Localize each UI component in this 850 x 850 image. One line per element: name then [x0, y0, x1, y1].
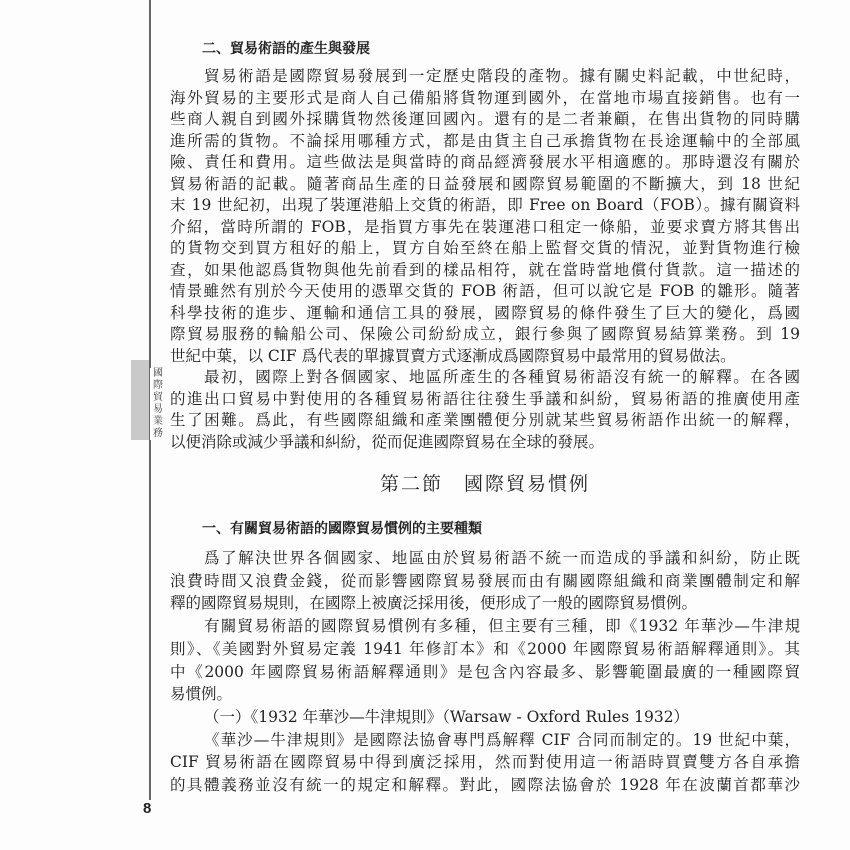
subheading: 二、貿易術語的產生與發展 — [202, 40, 370, 56]
text-line: 進所需的貨物。不論採用哪種方式，都是由貨主自己承擔貨物在長途運輸中的全部風 — [170, 131, 800, 150]
paragraph — [170, 615, 800, 706]
page-body — [170, 37, 800, 797]
text-line: 些商人親自到國外採購貨物然後運回國內。還有的是二者兼顧，在售出貨物的同時購 — [170, 110, 800, 128]
subheading: 一、有關貿易術語的國際貿易慣例的主要種類 — [202, 520, 482, 536]
text-line: 以便消除或減少爭議和糾紛，從而促進國際貿易在全球的發展。 — [170, 432, 605, 451]
text-line: 生了困難。爲此，有些國際組織和產業團體便分別就某些貿易術語作出統一的解釋， — [170, 411, 800, 429]
text-line: CIF 貿易術語在國際貿易中得到廣泛採用，然而對使用這一術語時買賣雙方各自承擔 — [170, 753, 800, 772]
text-line: 《華沙—牛津規則》是國際法協會專門爲解釋 CIF 合同而制定的。19 世紀中葉， — [204, 730, 800, 749]
text-line: 貿易術語是國際貿易發展到一定歷史階段的產物。據有關史料記載，中世紀時， — [204, 67, 800, 85]
text-line: 浪費時間又浪費金錢，從而影響國際貿易發展而由有關國際組織和商業團體制定和解 — [170, 571, 800, 590]
text-line: 中《2000 年國際貿易術語解釋通則》是包含內容最多、影響範圍最廣的一種國際貿 — [170, 662, 800, 681]
text-line: 最初，國際上對各個國家、地區所產生的各種貿易術語沒有統一的解釋。在各國 — [204, 368, 800, 386]
text-line: 的進出口貿易中對使用的各種貿易術語往往發生爭議和糾紛，貿易術語的推廣使用產 — [170, 389, 800, 408]
text-line: 科學技術的進步、運輸和通信工具的發展，國際貿易的條件發生了巨大的變化，爲國 — [170, 303, 800, 322]
text-line: 末 19 世紀初，出現了裝運港船上交貨的術語，即 Free on Board（FOB）。據有關資料 — [170, 196, 800, 214]
text-line: 爲了解決世界各個國家、地區由於貿易術語不統一而造成的爭議和糾紛，防止既 — [204, 549, 800, 567]
text-line: 險、責任和費用。這些做法是與當時的商品經濟發展水平相適應的。那時還沒有關於 — [170, 153, 800, 171]
text-line: 易慣例。 — [170, 685, 233, 704]
text-line: 貿易術語的記載。隨著商品生產的日益發展和國際貿易範圍的不斷擴大，到 18 世紀 — [170, 174, 800, 193]
paragraph — [170, 547, 800, 615]
chapter-tab-label: 國際貿易業務 — [150, 368, 166, 440]
text-line: 世紀中葉，以 CIF 爲代表的單據買賣方式逐漸成爲國際貿易中最常用的貿易做法。 — [170, 346, 736, 365]
text-line: 的具體義務並沒有統一的規定和解釋。對此，國際法協會於 1928 年在波蘭首都華沙 — [170, 776, 800, 795]
paragraph — [170, 367, 800, 453]
paragraph — [170, 66, 800, 367]
chapter-tab — [131, 360, 149, 440]
text-line: 查，如果他認爲貨物與他先前看到的樣品相符，就在當時當地償付貨款。這一描述的 — [170, 260, 800, 279]
text-line: 有關貿易術語的國際貿易慣例有多種，但主要有三種，即《1932 年華沙—牛津規 — [204, 617, 800, 636]
text-line: 的貨物交到買方租好的船上，買方自始至終在船上監督交貨的情況，並對貨物進行檢 — [170, 239, 800, 257]
text-line: （一）《1932 年華沙—牛津規則》（Warsaw - Oxford Rules 1932） — [204, 707, 690, 726]
text-line: 介紹，當時所謂的 FOB，是指買方事先在裝運港口租定一條船，並要求賣方將其售出 — [170, 217, 800, 236]
text-line: 海外貿易的主要形式是商人自己備船將貨物運到國外，在當地市場直接銷售。也有一 — [170, 88, 800, 107]
text-line: 釋的國際貿易規則，在國際上被廣泛採用後，便形成了一般的國際貿易慣例。 — [170, 594, 698, 613]
section-title: 第二節 國際貿易慣例 — [379, 473, 590, 495]
text-line: 則》、《美國對外貿易定義 1941 年修訂本》和《2000 年國際貿易術語解釋通則》。其 — [170, 639, 800, 658]
page-number: 8 — [143, 800, 152, 817]
paragraph — [170, 706, 800, 729]
text-line: 際貿易服務的輪船公司、保險公司紛紛成立，銀行參與了國際貿易結算業務。到 19 — [170, 325, 800, 343]
text-line: 情景雖然有別於今天使用的憑單交貨的 FOB 術語，但可以說它是 FOB 的雛形。隨著 — [170, 282, 800, 300]
paragraph — [170, 729, 800, 797]
